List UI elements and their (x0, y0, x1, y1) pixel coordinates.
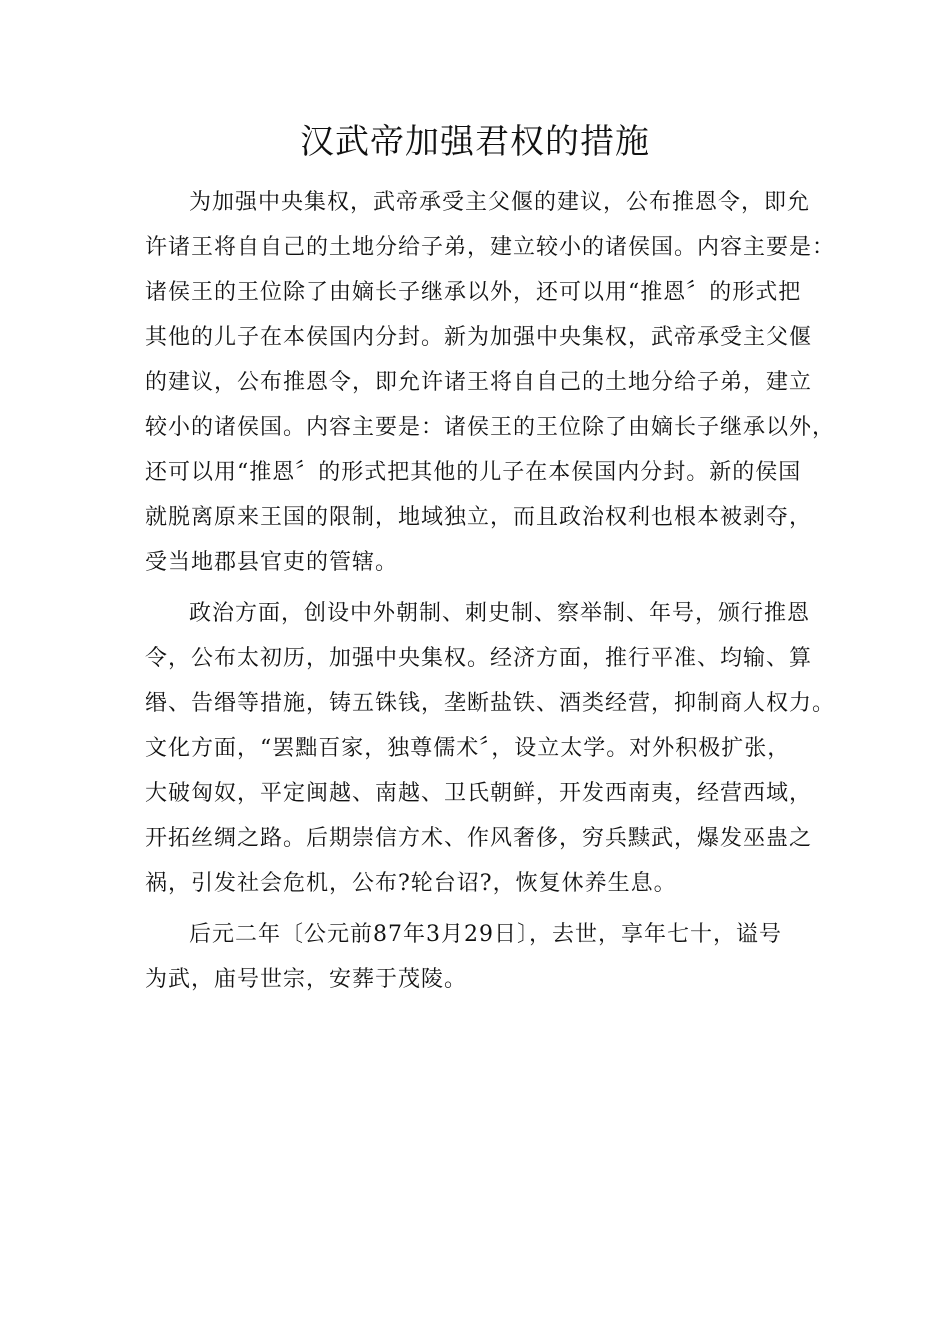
paragraph-line: 许诸王将自自己的土地分给子弟，建立较小的诸侯国。内容主要是： (145, 235, 836, 260)
document-title: 汉武帝加强君权的措施 (300, 122, 650, 162)
paragraph-3 (145, 912, 825, 1002)
paragraph-line: 还可以用“推恩〞的形式把其他的儿子在本侯国内分封。新的侯国 (145, 460, 802, 485)
paragraph-line: 令，公布太初历，加强中央集权。经济方面，推行平准、均输、算 (145, 646, 813, 671)
paragraph-line: 受当地郡县官吏的管辖。 (145, 550, 399, 575)
paragraph-line: 就脱离原来王国的限制，地域独立，而且政治权利也根本被剥夺， (145, 505, 813, 530)
paragraph-line: 诸侯王的王位除了由嫡长子继承以外，还可以用“推恩〞的形式把 (145, 280, 802, 305)
paragraph-line: 其他的儿子在本侯国内分封。新为加强中央集权，武帝承受主父偃 (145, 325, 813, 350)
paragraph-line: 政治方面，创设中外朝制、刺史制、察举制、年号，颁行推恩 (189, 601, 811, 626)
paragraph-line: 的建议，公布推恩令，即允许诸王将自自己的土地分给子弟，建立 (145, 370, 813, 395)
paragraph-1 (145, 180, 836, 585)
paragraph-line: 较小的诸侯国。内容主要是：诸侯王的王位除了由嫡长子继承以外， (145, 415, 836, 440)
paragraph-2 (145, 591, 836, 906)
document-body (145, 180, 836, 1002)
paragraph-line: 文化方面，“罢黜百家，独尊儒术〞，设立太学。对外积极扩张， (145, 736, 791, 761)
paragraph-line: 祸，引发社会危机，公布?轮台诏?，恢复休养生息。 (145, 871, 677, 896)
paragraph-line: 大破匈奴，平定闽越、南越、卫氏朝鲜，开发西南夷，经营西域， (145, 781, 813, 806)
paragraph-line: 开拓丝绸之路。后期崇信方术、作风奢侈，穷兵黩武，爆发巫蛊之 (145, 826, 813, 851)
paragraph-line: 为武，庙号世宗，安葬于茂陵。 (145, 967, 468, 992)
paragraph-line: 后元二年〔公元前87年3月29日〕，去世，享年七十，谥号 (189, 922, 782, 947)
paragraph-line: 缗、告缗等措施，铸五铢钱，垄断盐铁、酒类经营，抑制商人权力。 (145, 691, 836, 716)
paragraph-line: 为加强中央集权，武帝承受主父偃的建议，公布推恩令，即允 (189, 190, 811, 215)
